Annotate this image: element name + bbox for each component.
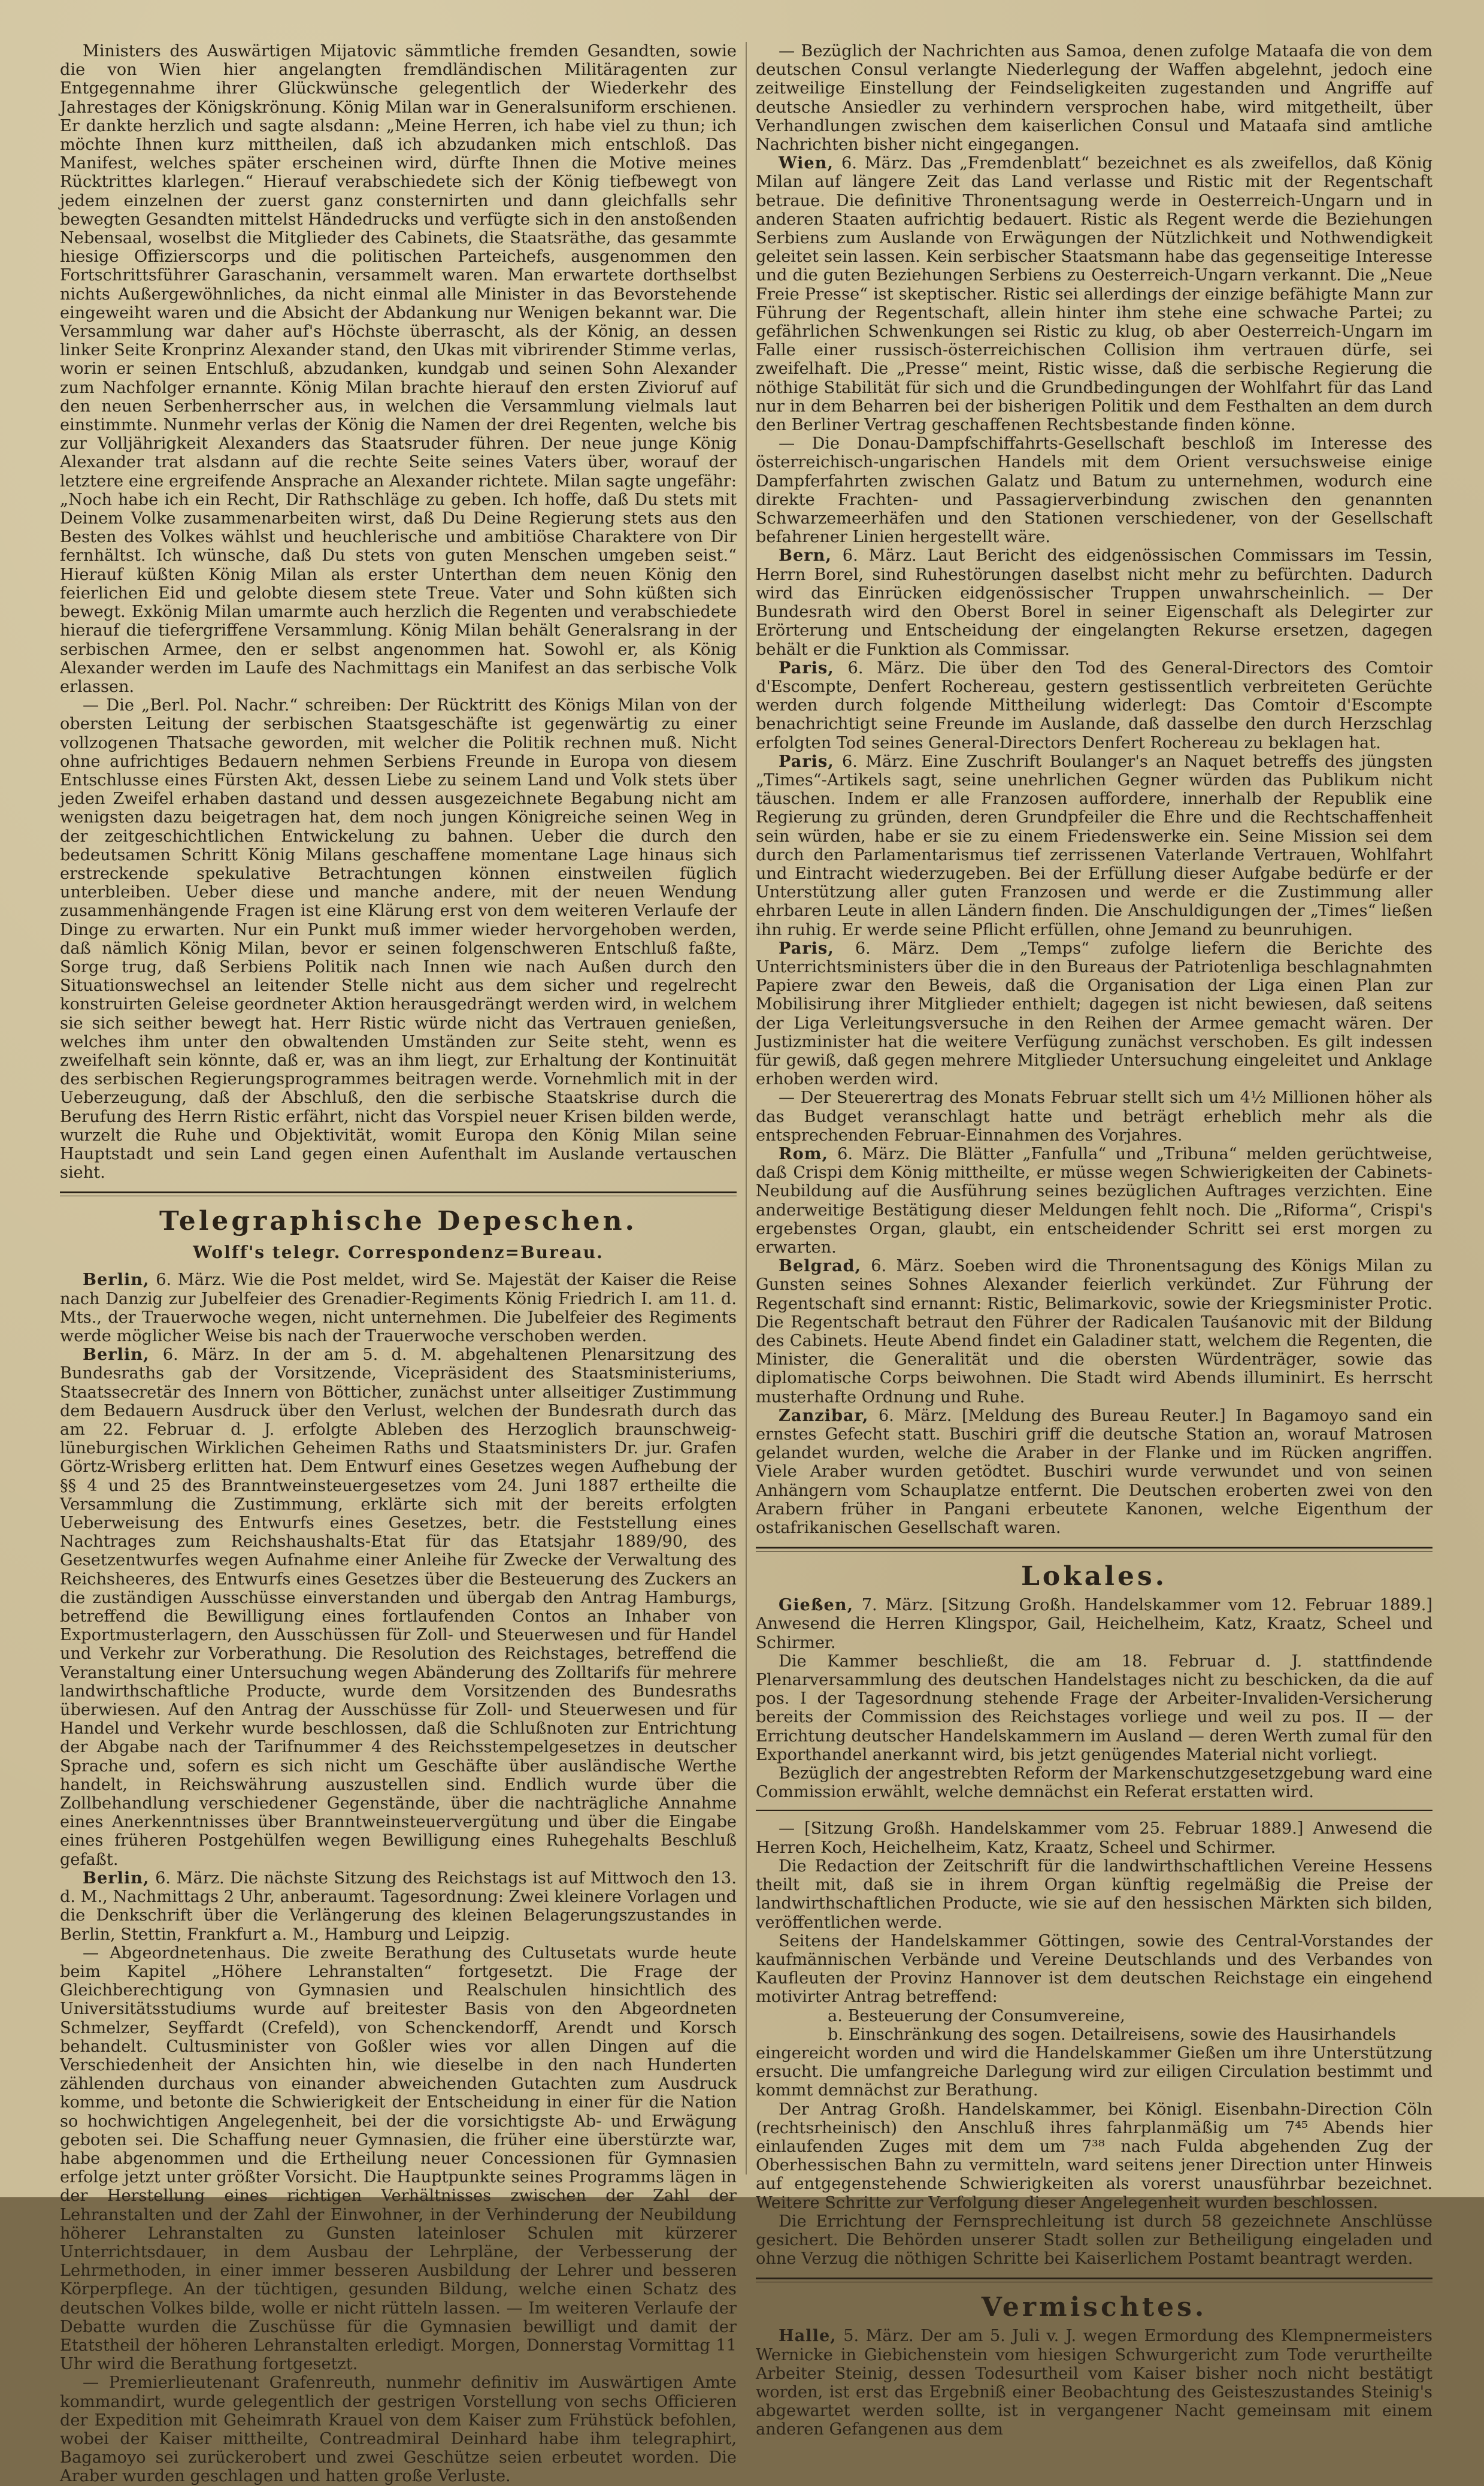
article-text: 6. März. Das „Fremdenblatt“ bezeichnet es als zweifellos, daß König Milan auf längere Zeit das Land verlasse und Ristic mit der Regentschaft betraue. Die definitive Thronentsagung werde in Oesterreich-Ungarn und in anderen Staaten aufrichtig bedauert. Ristic als Regent werde die Beziehungen Serbiens zum Auslande von Erwägungen der Nützlichkeit und Nothwendigkeit geleitet sein lassen. Kein serbischer Staatsmann habe das gegenseitige Interesse und die guten Beziehungen Serbiens zu Oesterreich-Ungarn verkannt. Die „Neue Freie Presse“ ist skeptischer. Ristic sei allerdings der einzige befähigte Mann zur Führung der Regentschaft, allein hinter ihm stehe eine schwache Partei; zu gefährlichen Schwenkungen sei Ristic zu klug, ob aber Oesterreich-Ungarn im Falle einer russisch-österreichischen Collision ihm vertrauen dürfe, sei zweifelhaft. Die „Presse“ meint, Ristic wisse, daß die serbische Regierung die nöthige Stabilität für sich und die Grundbedingungen der Wohlfahrt für das Land nur in dem Beharren bei der bisherigen Politik und dem Festhalten an dem durch den Berliner Vertrag geschaffenen Rechtsbestande finden könne.	[756, 154, 1432, 435]
section-rule	[60, 1191, 737, 1196]
article-paragraph	[756, 2327, 1432, 2439]
article-paragraph: Ministers des Auswärtigen Mijatovic sämmtliche fremden Gesandten, sowie die von Wien hier angelangten fremdländischen Militäragenten zur Entgegennahme ihrer Glückwünsche gelegentlich der Wiederkehr des Jahrestages der Königskrönung. König Milan war in Generalsuniform erschienen. Er dankte herzlich und sagte alsdann: „Meine Herren, ich habe viel zu thun; ich möchte Ihnen kurz mittheilen, daß ich abzudanken mich entschloß. Das Manifest, welches später erscheinen wird, dürfte Ihnen die Motive meines Rücktrittes klarlegen.“ Hierauf verabschiedete sich der König tiefbewegt von jedem einzelnen der zuerst ganz consternirten und dann gleichfalls sehr bewegten Gesandten mittelst Händedrucks und verfügte sich in den anstoßenden Nebensaal, woselbst die Mitglieder des Cabinets, die Staatsräthe, das gesammte hiesige Offizierscorps und die politischen Parteichefs, ausgenommen den Fortschrittsführer Garaschanin, versammelt waren. Man erwartete dorthselbst nichts Außergewöhnliches, da nicht einmal alle Minister in das Bevorstehende eingeweiht waren und die Absicht der Abdankung nur Wenigen bekannt war. Die Versammlung war daher auf's Höchste überrascht, als der König, an dessen linker Seite Kronprinz Alexander stand, den Ukas mit vibrirender Stimme verlas, worin er seinen Entschluß, abzudanken, kundgab und seinen Sohn Alexander zum Nachfolger ernannte. König Milan brachte hierauf den ersten Zivioruf auf den neuen Serbenherrscher aus, in welchen die Versammlung vielmals laut einstimmte. Nunmehr verlas der König die Namen der drei Regenten, welche bis zur Volljährigkeit Alexanders das Staatsruder führen. Der neue junge König Alexander trat alsdann auf die rechte Seite seines Vaters über, worauf der letztere eine ergreifende Ansprache an Alexander richtete. Milan sagte ungefähr: „Noch habe ich ein Recht, Dir Rathschläge zu geben. Ich hoffe, daß Du stets mit Deinem Volke zusammenarbeiten wirst, daß Du Deine Regierung stets aus den Besten des Volkes wählst und heuchlerische und ambitiöse Charaktere von Dir fernhältst. Ich wünsche, daß Du stets von guten Menschen umgeben seist.“ Hierauf küßten König Milan als erster Unterthan dem neuen König den feierlichen Eid und gelobte diesem stete Treue. Vater und Sohn küßten sich bewegt. Exkönig Milan umarmte auch herzlich die Regenten und verabschiedete hierauf die tiefergriffene Versammlung. König Milan behält Generalsrang in der serbischen Armee, den er selbst angenommen hat. Sowohl er, als König Alexander werden im Laufe des Nachmittags ein Manifest an das serbische Volk erlassen.	[60, 42, 737, 696]
lokales-heading: Lokales.	[1020, 1561, 1168, 1592]
article-text: 6. März. Die nächste Sitzung des Reichstags ist auf Mittwoch den 13. d. M., Nachmittags 2 Uhr, anberaumt. Tagesordnung: Zwei kleinere Vorlagen und die Denkschrift über die Verlängerung des kleinen Belagerungszustandes in Berlin, Stettin, Frankfurt a. M., Hamburg und Leipzig.	[60, 1868, 737, 1944]
article-paragraph	[60, 1869, 737, 1944]
article-paragraph	[756, 1652, 1432, 1764]
article-paragraph: — Die „Berl. Pol. Nachr.“ schreiben: Der Rücktritt des Königs Milan von der obersten Leitung der serbischen Staatsgeschäfte ist gegenwärtig zu einer vollzogenen Thatsache geworden, mit welcher die Politik rechnen muß. Nicht ohne aufrichtiges Bedauern nehmen Serbiens Freunde in Europa von diesem Entschlusse eines Fürsten Akt, dessen Liebe zu seinem Land und Volk stets über jeden Zweifel erhaben dastand und dessen ausgezeichnete Begabung nicht am wenigsten dazu beigetragen hat, dem noch jungen Königreiche seinen Weg in der zeitgeschichtlichen Entwickelung zu bahnen. Ueber die durch den bedeutsamen Schritt König Milans geschaffene momentane Lage hinaus sich erstreckende spekulative Betrachtungen können einstweilen füglich unterbleiben. Ueber diese und manche andere, mit der neuen Wendung zusammenhängende Fragen ist eine Klärung erst von dem weiteren Verlaufe der Dinge zu erwarten. Nur ein Punkt muß immer wieder hervorgehoben werden, daß nämlich König Milan, bevor er seinen folgenschweren Entschluß faßte, Sorge trug, daß Serbiens Politik nach Innen wie nach Außen durch den Situationswechsel an leitender Stelle nicht aus dem sicher und regelrecht konstruirten Geleise geordneter Aktion herausgedrängt werden wird, in welchem sie sich seither bewegt hat. Herr Ristic würde nicht das Vertrauen genießen, welches ihm unter den obwaltenden Umständen zur Seite steht, wenn es zweifelhaft sein könnte, daß er, was an ihm liegt, zur Erhaltung der Kontinuität des serbischen Regierungsprogrammes beitragen werde. Vornehmlich mit in der Ueberzeugung, daß der Abschluß, den die serbische Staatskrise durch die Berufung des Herrn Ristic erfährt, nicht das Vorspiel neuer Krisen bilden werde, wurzelt die Ruhe und Objektivität, womit Europa den König Milan seine Hauptstadt und sein Land gegen einen Aufenthalt im Auslande vertauschen sieht.	[60, 696, 737, 1182]
article-paragraph	[60, 1944, 737, 2374]
article-paragraph	[756, 1257, 1432, 1407]
dateline: Berlin,	[83, 1345, 150, 1365]
article-paragraph	[756, 1596, 1432, 1652]
telegraph-heading: Telegraphische Depeschen.	[159, 1206, 637, 1237]
section-rule	[756, 2278, 1432, 2282]
article-text: 6. März. Eine Zuschrift Boulanger's an Naquet betreffs des jüngsten „Times“-Artikels sagt, seine unehrlichen Gegner würden das Publikum nicht täuschen. Indem er alle Franzosen auffordere, innerhalb der Republik eine Regierung zu gründen, deren Grundpfeiler die Ehre und die Rechtschaffenheit sein würden, habe er sie zu einem Friedenswerke ein. Seine Mission sei dem durch den Parlamentarismus tief zerrissenen Vaterlande Vertrauen, Wohlfahrt und Eintracht wiederzugeben. Bei der Erfüllung dieser Aufgabe bedürfe er der Unterstützung aller guten Franzosen und werde er die Zustimmung aller ehrbaren Leute in allen Ländern finden. Die Anschuldigungen der „Times“ ließen ihn ruhig. Er werde seine Pflicht erfüllen, ohne Jemand zu beunruhigen.	[756, 752, 1432, 939]
article-text: — Der Steuerertrag des Monats Februar stellt sich um 4½ Millionen höher als das Budget veranschlagt hatte und beträgt erheblich mehr als die entsprechenden Februar-Einnahmen des Vorjahres.	[756, 1088, 1432, 1145]
article-paragraph	[60, 1271, 737, 1345]
dateline: Zanzibar,	[779, 1405, 869, 1425]
article-text: 6. März. Soeben wird die Thronentsagung des Königs Milan zu Gunsten seines Sohnes Alexander feierlich verkündet. Zur Führung der Regentschaft sind ernannt: Ristic, Belimarkovic, sowie der Kriegsminister Protic. Die Regentschaft betraut den Führer der Radicalen Tauśanovic mit der Bildung des Cabinets. Heute Abend findet ein Galadiner statt, welchem die Regenten, die Minister, die Generalität und die obersten Würdenträger, sowie das diplomatische Corps beiwohnen. Die Stadt wird Abends illuminirt. Es herrscht musterhafte Ordnung und Ruhe.	[756, 1257, 1432, 1407]
article-paragraph	[756, 154, 1432, 434]
article-paragraph	[756, 434, 1432, 546]
article-paragraph	[756, 1764, 1432, 1801]
article-text: 6. März. Wie die Post meldet, wird Se. Majestät der Kaiser die Reise nach Danzig zur Jubelfeier des Grenadier-Regiments König Friedrich I. am 11. d. Mts., der Trauerwoche wegen, nicht unternehmen. Die Jubelfeier des Regiments werde möglicher Weise bis nach der Trauerwoche verschoben werden.	[60, 1271, 737, 1345]
dateline: Berlin,	[83, 1868, 150, 1888]
article-text: — Bezüglich der Nachrichten aus Samoa, denen zufolge Mataafa die von dem deutschen Consul verlangte Niederlegung der Waffen abgelehnt, jedoch eine zeitweilige Einstellung der Feindseligkeiten zugestanden und Angriffe auf deutsche Ansiedler zu verhindern versprochen habe, wird mitgetheilt, über Verhandlungen zwischen dem kaiserlichen Consul und Mataafa sind amtliche Nachrichten bisher nicht eingegangen.	[756, 42, 1432, 155]
article-paragraph	[756, 2100, 1432, 2212]
article-text: — Die Donau-Dampfschiffahrts-Gesellschaft beschloß im Interesse des österreichisch-ungarischen Handels mit dem Orient versuchsweise einige Dampferfahrten zwischen Galatz und Batum zu unternehmen, wodurch eine direkte Frachten- und Passagierverbindung zwischen den genannten Schwarzemeerhäfen und den Stationen verschiedener, von der Gesellschaft befahrener Linien hergestellt wäre.	[756, 434, 1432, 547]
dateline: Gießen,	[779, 1595, 854, 1615]
article-text: Der Antrag Großh. Handelskammer, bei Königl. Eisenbahn-Direction Cöln (rechtsrheinisch) den Anschluß ihres fahrplanmäßig um 7⁴⁵ Abends hier einlaufenden Zuges mit dem um 7³⁸ nach Fulda abgehenden Zug der Oberhessischen Bahn zu vermitteln, ward seitens jener Direction unter Hinweis auf entgegenstehende Schwierigkeiten als vorerst unausführbar bezeichnet. Weitere Schritte zur Verfolgung dieser Angelegenheit wurden beschlossen.	[756, 2100, 1432, 2212]
article-text: 6. März. Die über den Tod des General-Directors des Comtoir d'Escompte, Denfert Rochereau, gestern gestissentlich verbreiteten Gerüchte werden durch folgende Mittheilung widerlegt: Das Comtoir d'Escompte benachrichtigt seine Freunde im Auslande, daß dasselbe den durch Herzschlag erfolgten Tod seines General-Directors Denfert Rochereau zu beklagen hat.	[756, 658, 1432, 752]
lokales-section-2	[756, 1819, 1432, 2006]
article-text: 6. März. Dem „Temps“ zufolge liefern die Berichte des Unterrichtsministers über die in den Bureaus der Patriotenliga beschlagnahmten Papiere zwar den Beweis, daß die Organisation der Liga einen Plan zur Mobilisirung ihrer Mitglieder enthielt; dagegen ist nicht bewiesen, daß seitens der Liga Verleitungsversuche in den Reihen der Armee gemacht wären. Der Justizminister hat die weitere Verfügung zunächst verschoben. Es gilt indessen für gewiß, daß gegen mehrere Mitglieder Untersuchung eingeleitet und Anklage erhoben werden wird.	[756, 939, 1432, 1089]
article-text: 5. März. Der am 5. Juli v. J. wegen Ermordung des Klempnermeisters Wernicke in Giebichenstein vom hiesigen Schwurgericht zum Tode verurtheilte Arbeiter Steinig, dessen Todesurtheil vom Kaiser bisher noch nicht bestätigt worden, ist erst das Ergebniß einer Beobachtung des Geisteszustandes Steinig's abgewartet werden sollte, ist in vergangener Nacht gemeinsam mit einem anderen Gefangenen aus dem	[756, 2327, 1432, 2439]
vermischtes-heading: Vermischtes.	[981, 2292, 1207, 2323]
article-text: 6. März. In der am 5. d. M. abgehaltenen Plenarsitzung des Bundesraths gab der Vorsitzende, Vicepräsident des Staatsministeriums, Staatssecretär des Innern von Bötticher, zunächst unter allseitiger Zustimmung dem Bedauern Ausdruck über den Verlust, welchen der Bundesrath durch das am 22. Februar d. J. erfolgte Ableben des Herzoglich braunschweig-lüneburgischen Wirklichen Geheimen Raths und Staatsministers Dr. jur. Grafen Görtz-Wrisberg erlitten hat. Dem Entwurf eines Gesetzes wegen Aufhebung der §§ 4 und 25 des Branntweinsteuergesetzes vom 24. Juni 1887 ertheilte die Versammlung die Zustimmung, erklärte sich mit der bereits erfolgten Ueberweisung des Entwurfs eines Gesetzes, betr. die Feststellung eines Nachtrages zum Reichshaushalts-Etat für das Etatsjahr 1889/90, des Gesetzentwurfes wegen Aufnahme einer Anleihe für Zwecke der Verwaltung des Reichsheeres, des Entwurfs eines Gesetzes über die Besteuerung des Zuckers an die zuständigen Ausschüsse einverstanden und übergab den Antrag Hamburgs, betreffend die Bewilligung eines fortlaufenden Contos an Inhaber von Exportmusterlagern, den Ausschüssen für Zoll- und Steuerwesen und für Handel und Verkehr zur Vorberathung. Die Resolution des Reichstages, betreffend die Veranstaltung einer Untersuchung wegen Abänderung des Zolltarifs für mehrere landwirthschaftliche Producte, wurde dem Vorsitzenden des Bundesraths überwiesen. Auf den Antrag der Ausschüsse für Zoll- und Steuerwesen und für Handel und Verkehr wurde beschlossen, daß die Schlußnoten zur Entrichtung der Abgabe nach der Tarifnummer 4 des Reichsstempelgesetzes in deutscher Sprache und, sofern es sich nicht um Geschäfte über ausländische Werthe handelt, in Reichswährung auszustellen sind. Endlich wurde über die Zollbehandlung verschiedener Gegenstände, über die nachträgliche Annahme eines Anerkenntnisses über Branntweinsteuervergütung und über die Eingabe eines früheren Postgehülfen wegen Bewilligung eines Ruhegehalts Beschluß gefaßt.	[60, 1345, 737, 1869]
article-paragraph	[756, 1857, 1432, 1932]
article-paragraph	[756, 1932, 1432, 2007]
article-paragraph	[756, 546, 1432, 658]
list-item: b. Einschränkung des sogen. Detailreisens, sowie des Hausirhandels	[828, 2025, 1396, 2044]
article-text: — Premierlieutenant Grafenreuth, nunmehr definitiv im Auswärtigen Amte kommandirt, wurde gelegentlich der gestrigen Vorstellung von sechs Officieren der Expedition mit Geheimrath Krauel von dem Kaiser zum Frühstück befohlen, wobei der Kaiser mittheilte, Contreadmiral Deinhard habe ihm telegraphirt, Bagamoyo sei zurückerobert und zwei Geschütze seien erbeutet worden. Die Araber wurden geschlagen und hatten große Verluste.	[60, 2373, 737, 2486]
article-paragraph	[756, 752, 1432, 939]
list-item: a. Besteuerung der Consumvereine,	[828, 2006, 1125, 2025]
dateline: Rom,	[779, 1144, 828, 1163]
article-paragraph	[756, 1819, 1432, 1856]
article-text: Bezüglich der angestrebten Reform der Markenschutzgesetzgebung ward eine Commission erwählt, welche demnächst ein Referat erstatten wird.	[756, 1764, 1432, 1802]
dateline: Belgrad,	[779, 1256, 862, 1276]
article-text: Seitens der Handelskammer Göttingen, sowie des Central-Vorstandes der kaufmännischen Verbände und Vereine Deutschlands und des Verbandes von Kaufleuten der Provinz Hannover ist dem deutschen Reichstage ein eingehend motivirter Antrag betreffend:	[756, 1931, 1432, 2007]
article-text: Die Errichtung der Fernsprechleitung ist durch 58 gezeichnete Anschlüsse gesichert. Die Behörden unserer Stadt sollen zur Betheiligung eingeladen und ohne Verzug die nöthigen Schritte bei Kaiserlichem Postamt beantragt werden.	[756, 2212, 1432, 2269]
section-rule	[756, 1547, 1432, 1552]
telegraph-subheading: Wolff's telegr. Correspondenz=Bureau.	[193, 1242, 604, 1263]
article-paragraph	[756, 1145, 1432, 1257]
dateline: Berlin,	[83, 1270, 150, 1290]
article-paragraph	[756, 2044, 1432, 2100]
dateline: Paris,	[779, 938, 834, 958]
dateline: Bern,	[779, 546, 832, 565]
article-paragraph	[756, 1407, 1432, 1537]
article-text: eingereicht worden und wird die Handelskammer Gießen um ihre Unterstützung ersucht. Die umfangreiche Darlegung wird zur eiligen Circulation bestimmt und kommt demnächst zur Berathung.	[756, 2043, 1432, 2100]
lokales-section	[756, 1596, 1432, 1801]
article-text: Die Kammer beschließt, die am 18. Februar d. J. stattfindende Plenarversammlung des deutschen Handelstages nicht zu beschicken, da die auf pos. I der Tagesordnung stehende Frage der Arbeiter-Invaliden-Versicherung bereits der Commission des Reichstages vorliege und weil zu pos. II — der Errichtung deutscher Handelskammern im Ausland — deren Werth zumal für den Exporthandel anerkannt wird, bis jetzt genügendes Material nicht vorliegt.	[756, 1652, 1432, 1764]
article-paragraph	[756, 2212, 1432, 2269]
article-paragraph	[60, 1345, 737, 1869]
article-paragraph	[756, 42, 1432, 154]
article-paragraph	[60, 2373, 737, 2485]
short-rule	[756, 1810, 1432, 1811]
vermischtes-section	[756, 2327, 1432, 2439]
article-text: — [Sitzung Großh. Handelskammer vom 25. Februar 1889.] Anwesend die Herren Koch, Heichelheim, Katz, Kraatz, Scheel und Schirmer.	[756, 1819, 1432, 1857]
article-text: Die Redaction der Zeitschrift für die landwirthschaftlichen Vereine Hessens theilt mit, daß sie in ihrem Organ künftig regelmäßig die Preise der landwirthschaftlichen Producte, wie sie auf den hessischen Märkten sich bilden, veröffentlichen werde.	[756, 1856, 1432, 1932]
article-text: 6. März. Laut Bericht des eidgenössischen Commissars im Tessin, Herrn Borel, sind Ruhestörungen daselbst nicht mehr zu befürchten. Dadurch wird das Einrücken eidgenössischer Truppen unwahrscheinlich. — Der Bundesrath wird den Oberst Borel in seiner Eigenschaft als Delegirter zur Erörterung und Entscheidung der eingelangten Rekurse ersetzen, dagegen behält er die Funktion als Commissar.	[756, 546, 1432, 659]
article-paragraph	[756, 659, 1432, 752]
dateline: Paris,	[779, 658, 834, 678]
list-section	[756, 2007, 1432, 2044]
column-divider	[746, 42, 747, 2175]
dateline: Wien,	[779, 153, 834, 173]
lokales-section-3	[756, 2044, 1432, 2268]
article-text: 7. März. [Sitzung Großh. Handelskammer vom 12. Februar 1889.] Anwesend die Herren Klingspor, Gail, Heichelheim, Katz, Kraatz, Scheel und Schirmer.	[756, 1596, 1432, 1652]
article-text: 6. März. [Meldung des Bureau Reuter.] In Bagamoyo sand ein ernstes Gefecht statt. Buschiri griff die deutsche Station an, worauf Matrosen gelandet wurden, welche die Araber in der Flanke und im Rücken angriffen. Viele Araber wurden getödtet. Buschiri wurde verwundet und von seinen Anhängern vom Schauplatze entfernt. Die Deutschen eroberten zwei von den Arabern früher in Pangani erbeutete Kanonen, welche Eigenthum der ostafrikanischen Gesellschaft waren.	[756, 1406, 1432, 1538]
telegraph-section	[60, 1271, 737, 2485]
news-section	[756, 42, 1432, 1537]
article-paragraph	[756, 939, 1432, 1089]
article-paragraph	[756, 1088, 1432, 1145]
dateline: Paris,	[779, 751, 834, 771]
dateline: Halle,	[779, 2326, 837, 2346]
left-column	[60, 42, 737, 2486]
article-text: 6. März. Die Blätter „Fanfulla“ und „Tribuna“ melden gerüchtweise, daß Crispi dem König mittheilte, er müsse wegen Schwierigkeiten der Cabinets-Neubildung auf die Ausführung seines bezüglichen Auftrages verzichten. Eine anderweitige Bestätigung dieser Meldungen fehlt noch. Die „Riforma“, Crispi's ergebenstes Organ, glaubt, ein entscheidender Schritt sei erst morgen zu erwarten.	[756, 1144, 1432, 1257]
article-text: — Abgeordnetenhaus. Die zweite Berathung des Cultusetats wurde heute beim Kapitel „Höhere Lehranstalten“ fortgesetzt. Die Frage der Gleichberechtigung von Gymnasien und Realschulen hinsichtlich des Universitätsstudiums wurde auf breitester Basis von den Abgeordneten Schmelzer, Seyffardt (Crefeld), von Schenckendorff, Arendt und Korsch behandelt. Cultusminister von Goßler wies vor allen Dingen auf die Verschiedenheit der Ansichten hin, wie dieselbe in den nach Hunderten zählenden durchaus von einander abweichenden Gutachten zum Ausdruck komme, und betonte die Schwierigkeit der Entscheidung in einer für die Nation so hochwichtigen Angelegenheit, bei der die vorsichtigste Ab- und Erwägung geboten sei. Die Schaffung neuer Gymnasien, die früher eine überstürzte war, habe abgenommen und die Ertheilung neuer Concessionen für Gymnasien erfolge jetzt unter größter Vorsicht. Die Hauptpunkte seines Programms lägen in der Herstellung eines richtigen Verhältnisses zwischen der Zahl der Lehranstalten und der Zahl der Einwohner, in der Verhinderung der Neubildung höherer Lehranstalten zu Gunsten lateinloser Schulen mit kürzerer Unterrichtsdauer, in dem Ausbau der Lehrpläne, der Verbesserung der Lehrmethoden, in einer immer besseren Ausbildung der Lehrer und besseren Körperpflege. An der tüchtigen, gesunden Bildung, welche einen Schatz des deutschen Volkes bilde, wolle er nicht rütteln lassen. — Im weiteren Verlaufe der Debatte wurden die Zuschüsse für die Gymnasien bewilligt und damit der Etatstheil der höheren Lehranstalten erledigt. Morgen, Donnerstag Vormittag 11 Uhr wird die Berathung fortgesetzt.	[60, 1943, 737, 2374]
intro-section	[60, 42, 737, 1182]
right-column	[756, 42, 1432, 2439]
